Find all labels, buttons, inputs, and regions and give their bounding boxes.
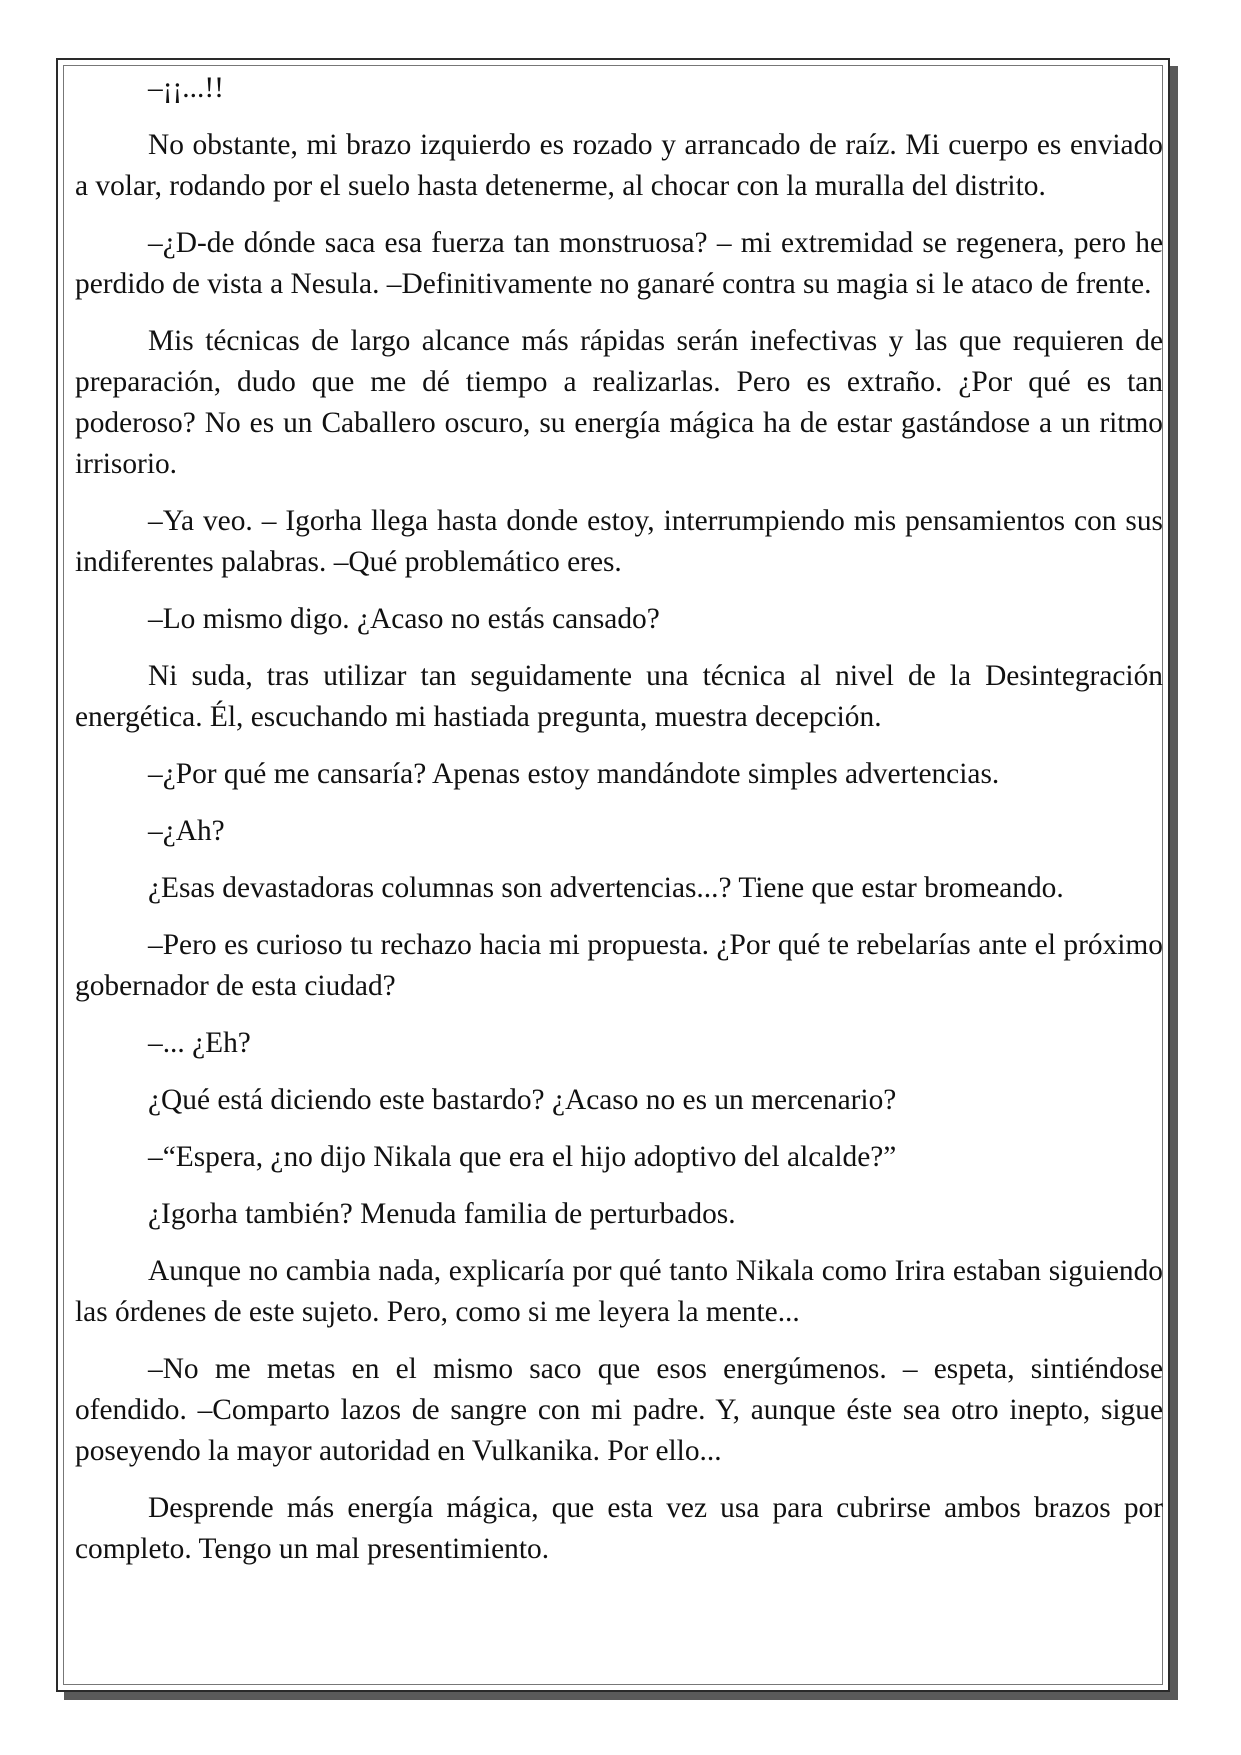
paragraph: –“Espera, ¿no dijo Nikala que era el hijo adoptivo del alcalde?” <box>148 1141 897 1173</box>
paragraph: Mis técnicas de largo alcance más rápidas serán inefectivas y las que requieren de preparación, dudo que me dé tiempo a realizarlas. Pero es extraño. ¿Por qué es tan poderoso? No es un Caballero oscuro, su energía mágica ha de estar gastándose a un ritmo irrisorio. <box>75 325 1163 480</box>
paragraph: ¿Esas devastadoras columnas son advertencias...? Tiene que estar bromeando. <box>148 872 1064 904</box>
paragraph: Ni suda, tras utilizar tan seguidamente una técnica al nivel de la Desintegración energética. Él, escuchando mi hastiada pregunta, muestra decepción. <box>75 660 1163 733</box>
paragraph: –¿Por qué me cansaría? Apenas estoy mandándote simples advertencias. <box>148 758 1000 790</box>
paragraph: –¡¡...!! <box>148 72 224 104</box>
paragraph: No obstante, mi brazo izquierdo es rozado y arrancado de raíz. Mi cuerpo es enviado a volar, rodando por el suelo hasta detenerme, al chocar con la muralla del distrito. <box>75 129 1163 202</box>
paragraph: –¿D-de dónde saca esa fuerza tan monstruosa? – mi extremidad se regenera, pero he perdido de vista a Nesula. –Definitivamente no ganaré contra su magia si le ataco de frente. <box>75 227 1163 300</box>
paragraph: –Ya veo. – Igorha llega hasta donde estoy, interrumpiendo mis pensamientos con sus indiferentes palabras. –Qué problemático eres. <box>75 505 1163 578</box>
paragraph: –¿Ah? <box>148 815 225 847</box>
paragraph: –... ¿Eh? <box>148 1027 251 1059</box>
document-body <box>75 68 1163 1570</box>
paragraph: ¿Igorha también? Menuda familia de perturbados. <box>148 1198 736 1230</box>
paragraph: –Pero es curioso tu rechazo hacia mi propuesta. ¿Por qué te rebelarías ante el próximo gobernador de esta ciudad? <box>75 929 1163 1002</box>
paragraph: ¿Qué está diciendo este bastardo? ¿Acaso no es un mercenario? <box>148 1084 897 1116</box>
paragraph: –Lo mismo digo. ¿Acaso no estás cansado? <box>148 603 660 635</box>
paragraph: –No me metas en el mismo saco que esos energúmenos. – espeta, sintiéndose ofendido. –Comparto lazos de sangre con mi padre. Y, aunque éste sea otro inepto, sigue poseyendo la mayor autoridad en Vulkanika. Por ello... <box>75 1353 1163 1467</box>
paragraph: Aunque no cambia nada, explicaría por qué tanto Nikala como Irira estaban siguiendo las órdenes de este sujeto. Pero, como si me leyera la mente... <box>75 1255 1163 1328</box>
paragraph: Desprende más energía mágica, que esta vez usa para cubrirse ambos brazos por completo. Tengo un mal presentimiento. <box>75 1492 1163 1565</box>
